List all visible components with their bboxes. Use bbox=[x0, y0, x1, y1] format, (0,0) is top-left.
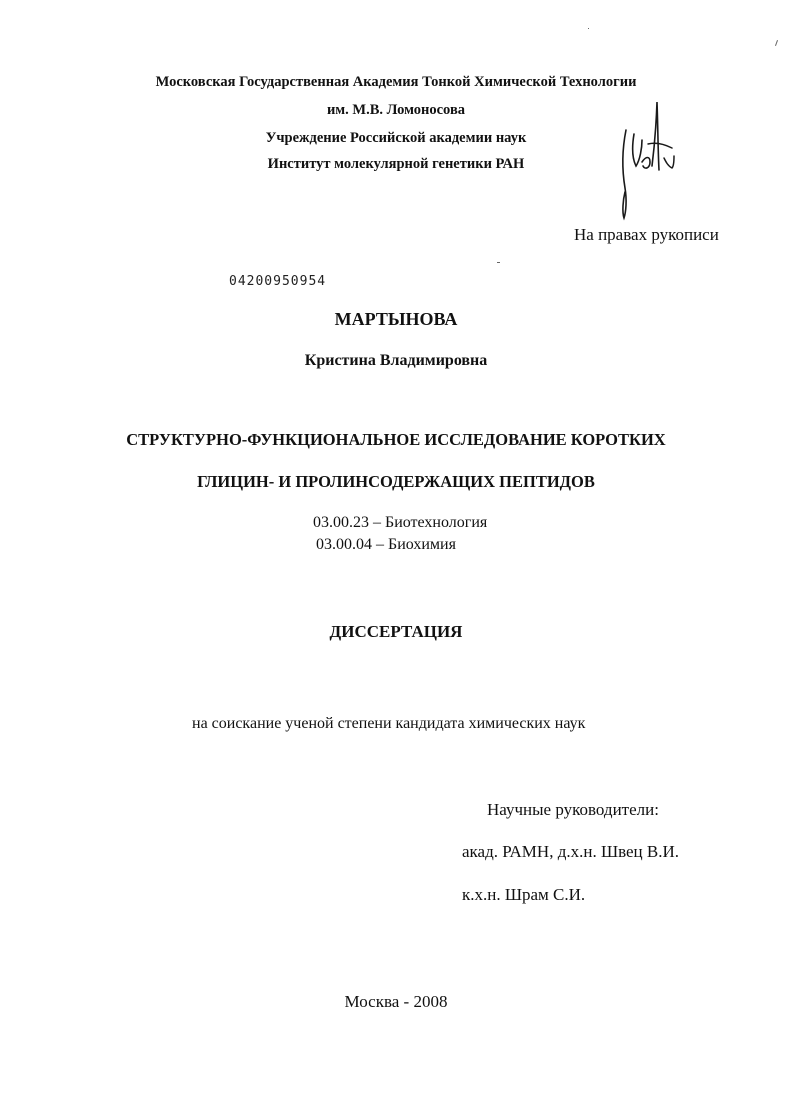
scan-speck bbox=[775, 40, 778, 46]
thesis-title-line-1: СТРУКТУРНО-ФУНКЦИОНАЛЬНОЕ ИССЛЕДОВАНИЕ КОРОТКИХ bbox=[126, 430, 666, 449]
scan-speck bbox=[588, 28, 589, 29]
specialty-code: 03.00.04 – Биохимия bbox=[316, 536, 456, 553]
specialty-code: 03.00.23 – Биотехнология bbox=[313, 514, 488, 531]
named-after: им. М.В. Ломоносова bbox=[326, 102, 466, 118]
author-given-names: Кристина Владимировна bbox=[304, 352, 488, 369]
institute-name: Институт молекулярной генетики РАН bbox=[267, 156, 525, 172]
city-year: Москва - 2008 bbox=[344, 992, 448, 1011]
supervisor-entry: к.х.н. Шрам С.И. bbox=[462, 885, 586, 904]
institution-name: Учреждение Российской академии наук bbox=[265, 130, 527, 146]
degree-line: на соискание ученой степени кандидата химических наук bbox=[192, 715, 586, 732]
document-type: ДИССЕРТАЦИЯ bbox=[329, 622, 463, 641]
supervisors-heading: Научные руководители: bbox=[487, 800, 659, 819]
thesis-title-line-2: ГЛИЦИН- И ПРОЛИНСОДЕРЖАЩИХ ПЕПТИДОВ bbox=[197, 472, 595, 491]
manuscript-rights-note: На правах рукописи bbox=[574, 225, 719, 244]
handwritten-signature bbox=[612, 100, 692, 222]
author-surname: МАРТЫНОВА bbox=[334, 309, 458, 329]
scan-speck bbox=[497, 262, 500, 263]
supervisor-entry: акад. РАМН, д.х.н. Швец В.И. bbox=[462, 842, 680, 861]
academy-name: Московская Государственная Академия Тонкой Химической Технологии bbox=[155, 74, 637, 90]
library-code: 04200950954 bbox=[229, 274, 327, 289]
